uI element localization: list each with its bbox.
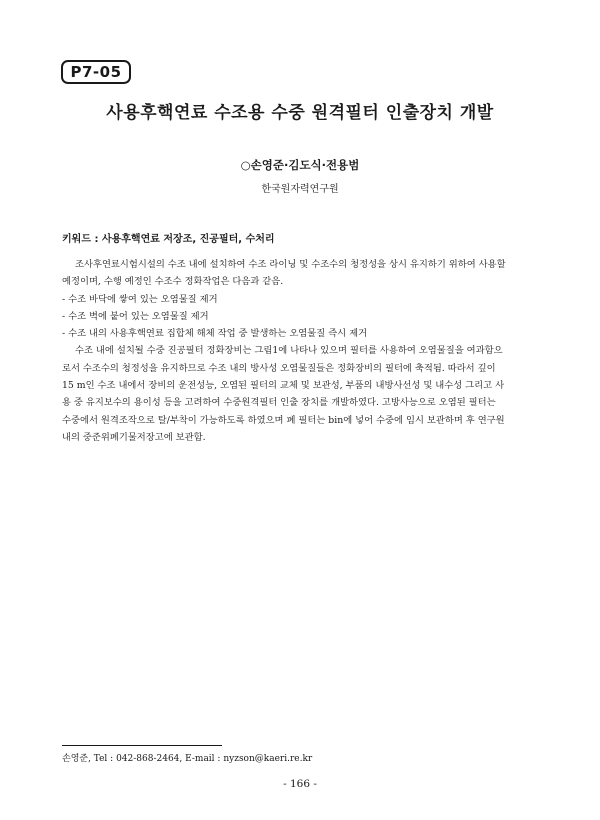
- abstract-list-item: - 수조 내의 사용후핵연료 집합체 해체 작업 중 발생하는 오염물질 즉시 제거: [62, 328, 368, 340]
- footnote-divider: [62, 745, 222, 746]
- abstract-paragraph-line: 수조 내에 설치될 수중 진공필터 정화장비는 그림1에 나타나 있으며 필터를 사용하여 오염물질을 여과함으: [75, 345, 503, 357]
- abstract-body: [62, 256, 539, 446]
- abstract-paragraph-line: 로서 수조수의 청정성을 유지하므로 수조 내의 방사성 오염물질들은 정화장비의 필터에 축적됨. 따라서 깊이: [62, 362, 496, 374]
- footnote-contact: 손영준, Tel : 042-868-2464, E-mail : nyzson@kaeri.re.kr: [62, 754, 313, 764]
- abstract-paragraph-line: 15 m인 수조 내에서 장비의 운전성능, 오염된 필터의 교체 및 보관성, 부품의 내방사선성 및 내수성 그리고 사: [62, 380, 505, 392]
- page-number: - 166 -: [283, 778, 317, 790]
- author-list: ○손영준·김도식·전용범: [240, 158, 360, 172]
- abstract-paragraph-line: 용 중 유지보수의 용이성 등을 고려하여 수중원격필터 인출 장치를 개발하였다. 고방사능으로 오염된 필터는: [62, 397, 496, 409]
- abstract-list-item: - 수조 벽에 붙어 있는 오염물질 제거: [62, 310, 209, 322]
- abstract-paragraph-line: 예정이며, 수행 예정인 수조수 정화작업은 다음과 같음.: [62, 276, 284, 288]
- paper-title: 사용후핵연료 수조용 수중 원격필터 인출장치 개발: [106, 103, 494, 123]
- abstract-paragraph-line: 내의 중준위폐기물저장고에 보관함.: [62, 431, 206, 443]
- affiliation: 한국원자력연구원: [261, 184, 339, 195]
- abstract-list-item: - 수조 바닥에 쌓여 있는 오염물질 제거: [62, 293, 218, 305]
- abstract-paragraph-line: 수중에서 원격조작으로 탈/부착이 가능하도록 하였으며 폐 필터는 bin에 넣어 수중에 임시 보관하며 후 연구원: [62, 414, 505, 426]
- keywords: 키워드 : 사용후핵연료 저장조, 진공필터, 수처리: [62, 234, 275, 245]
- paper-code-badge: P7-05: [61, 60, 131, 84]
- abstract-paragraph-line: 조사후연료시험시설의 수조 내에 설치하여 수조 라이닝 및 수조수의 청정성을 상시 유지하기 위하여 사용할: [75, 259, 506, 270]
